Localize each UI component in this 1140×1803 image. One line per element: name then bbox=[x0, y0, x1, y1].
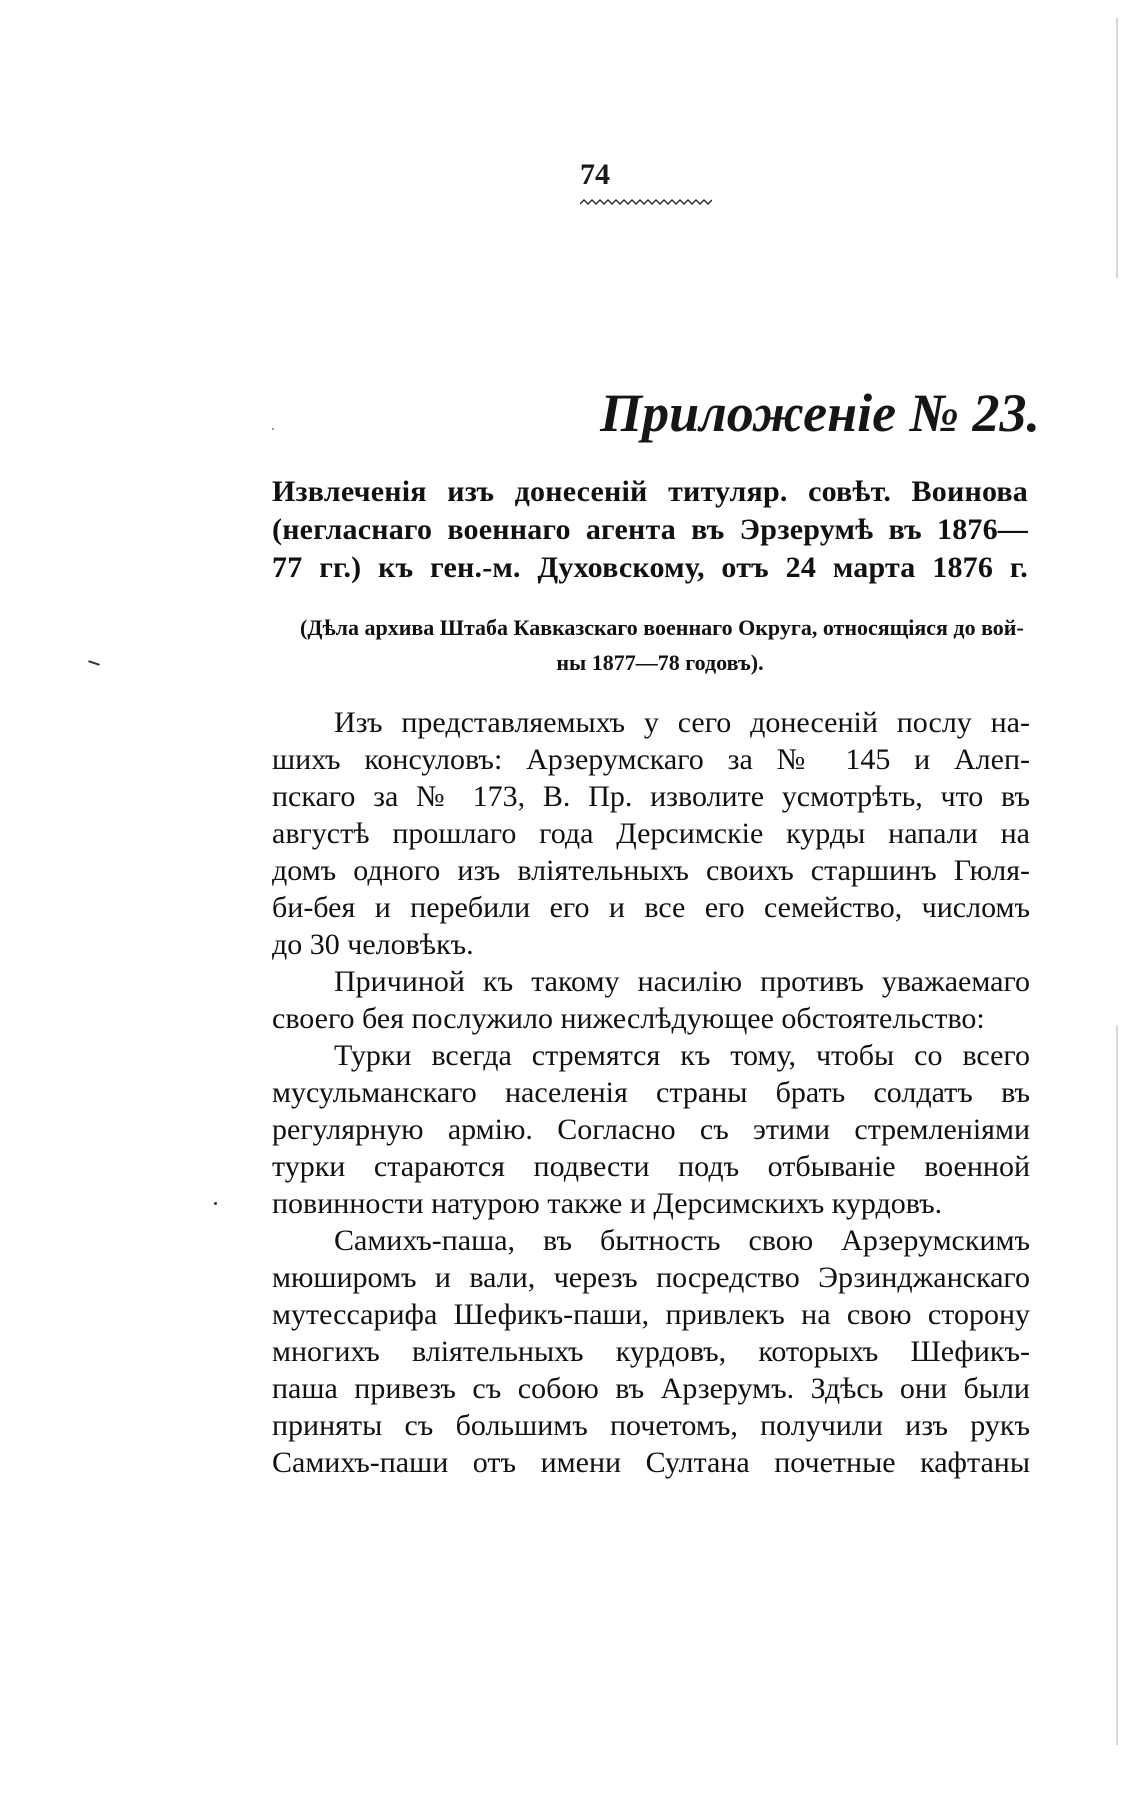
document-heading bbox=[272, 473, 1028, 587]
body-text-line: би-бея и перебили его и все его семейство, числомъ bbox=[272, 891, 1030, 924]
page-number-ornament bbox=[580, 198, 712, 208]
body-text-line: Турки всегда стремятся къ тому, чтобы со всего bbox=[334, 1039, 1030, 1072]
body-text-line: своего бея послужило нижеслѣдующее обстоятельство: bbox=[272, 1002, 985, 1035]
left-margin-mark bbox=[88, 660, 100, 666]
appendix-title: Приложенiе № 23. bbox=[600, 383, 1040, 444]
archive-source-note bbox=[300, 610, 1024, 680]
body-text-line: Изъ представляемыхъ у сего донесенiй послу на- bbox=[334, 706, 1030, 739]
body-text-line: домъ одного изъ влiятельныхъ своихъ старшинъ Гюля- bbox=[272, 854, 1030, 887]
page-edge-rule-lower bbox=[1116, 1025, 1118, 1745]
body-text-line: мусульманскаго населенiя страны брать солдатъ въ bbox=[272, 1076, 1030, 1109]
body-text-line: пскаго за № 173, В. Пр. изволите усмотрѣть, что въ bbox=[272, 780, 1030, 813]
body-text-line: многихъ влiятельныхъ курдовъ, которыхъ Шефикъ- bbox=[272, 1335, 1030, 1368]
document-heading-line: 77 гг.) къ ген.-м. Духовскому, отъ 24 марта 1876 г. bbox=[272, 551, 1028, 584]
body-text-line: Самихъ-паши отъ имени Султана почетные кафтаны bbox=[272, 1446, 1030, 1479]
page-edge-rule-upper bbox=[1116, 18, 1118, 278]
body-text-line: турки стараются подвести подъ отбыванiе военной bbox=[272, 1150, 1030, 1183]
report-body-text bbox=[272, 704, 1030, 1481]
document-heading-line: (негласнаго военнаго агента въ Эрзерумѣ въ 1876— bbox=[272, 513, 1028, 546]
archive-note-line: (Дѣла архива Штаба Кавказскаго военнаго Округа, относящiяся до вой- bbox=[300, 615, 1024, 640]
left-margin-dot bbox=[214, 1202, 217, 1205]
body-text-line: повинности натурою также и Дерсимскихъ курдовъ. bbox=[272, 1187, 943, 1220]
document-heading-line: Извлеченiя изъ донесенiй титуляр. совѣт. Воинова bbox=[272, 475, 1028, 508]
body-text-line: регулярную армiю. Согласно съ этими стремленiями bbox=[272, 1113, 1030, 1146]
archive-note-line: ны 1877—78 годовъ). bbox=[556, 650, 764, 675]
body-text-line: приняты съ большимъ почетомъ, получили изъ рукъ bbox=[272, 1409, 1030, 1442]
body-text-line: до 30 человѣкъ. bbox=[272, 928, 474, 961]
body-text-line: мутессарифа Шефикъ-паши, привлекъ на свою сторону bbox=[272, 1298, 1030, 1331]
body-text-line: Причиной къ такому насилiю противъ уважаемаго bbox=[334, 965, 1030, 998]
body-text-line: мюширомъ и вали, черезъ посредство Эрзинджанскаго bbox=[272, 1261, 1030, 1294]
body-text-line: паша привезъ съ собою въ Арзерумъ. Здѣсь они были bbox=[272, 1372, 1030, 1405]
body-text-line: Самихъ-паша, въ бытность свою Арзерумскимъ bbox=[334, 1224, 1030, 1257]
body-text-line: шихъ консуловъ: Арзерумскаго за № 145 и Алеп- bbox=[272, 743, 1030, 776]
heading-margin-dot bbox=[272, 428, 274, 430]
body-text-line: августѣ прошлаго года Дерсимскiе курды напали на bbox=[272, 817, 1030, 850]
page-number: 74 bbox=[580, 158, 610, 191]
